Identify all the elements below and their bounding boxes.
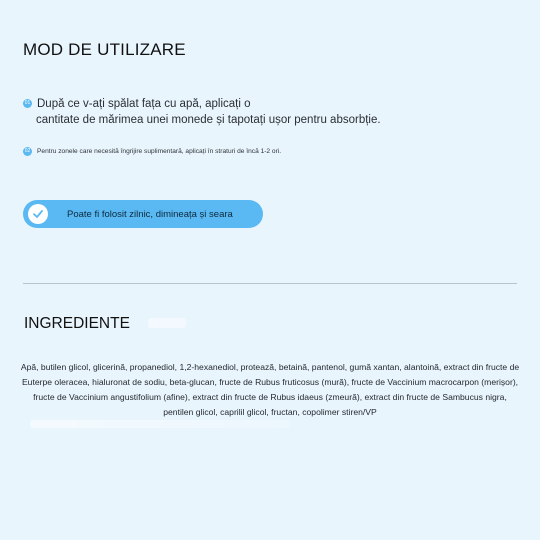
check-icon bbox=[28, 204, 48, 224]
ingredients-title: INGREDIENTE bbox=[24, 315, 130, 332]
usage-title: MOD DE UTILIZARE bbox=[23, 40, 186, 59]
step-number-badge: 02 bbox=[24, 148, 31, 154]
daily-use-text: Poate fi folosit zilnic, dimineața și seara bbox=[67, 208, 233, 220]
step-text: Pentru zonele care necesită îngrijire suplimentară, aplicați în straturi de încă 1-2 ori. bbox=[37, 148, 282, 155]
usage-step-2 bbox=[23, 147, 281, 156]
decorative-blur bbox=[30, 420, 290, 428]
section-divider bbox=[23, 283, 517, 284]
decorative-blur bbox=[148, 318, 186, 328]
ingredients-list: Apă, butilen glicol, glicerină, propanediol, 1,2-hexanediol, protează, betaină, pantenol, gumă xantan, alantoină, extract din fructe de Euterpe oleracea, hialuronat de sodiu, beta-glucan, fructe de Rubus fruticosus (mură), fructe de Vaccinium macrocarpon (merișor), fructe de Vaccinium angustifolium (afine), extract din fructe de Rubus idaeus (zmeură), extract din fructe de Sambucus nigra, pentilen glicol, caprilil glicol, fructan, copolimer stiren/VP bbox=[20, 362, 520, 417]
step-text-line-1: După ce v-ați spălat fața cu apă, aplicați o bbox=[37, 98, 251, 110]
usage-step-1 bbox=[23, 96, 417, 128]
step-text bbox=[37, 96, 417, 128]
daily-use-badge bbox=[23, 200, 263, 228]
step-number-badge: 01 bbox=[24, 100, 31, 106]
step-text-line-2: cantitate de mărimea unei monede și tapotați ușor pentru absorbție. bbox=[36, 114, 381, 126]
